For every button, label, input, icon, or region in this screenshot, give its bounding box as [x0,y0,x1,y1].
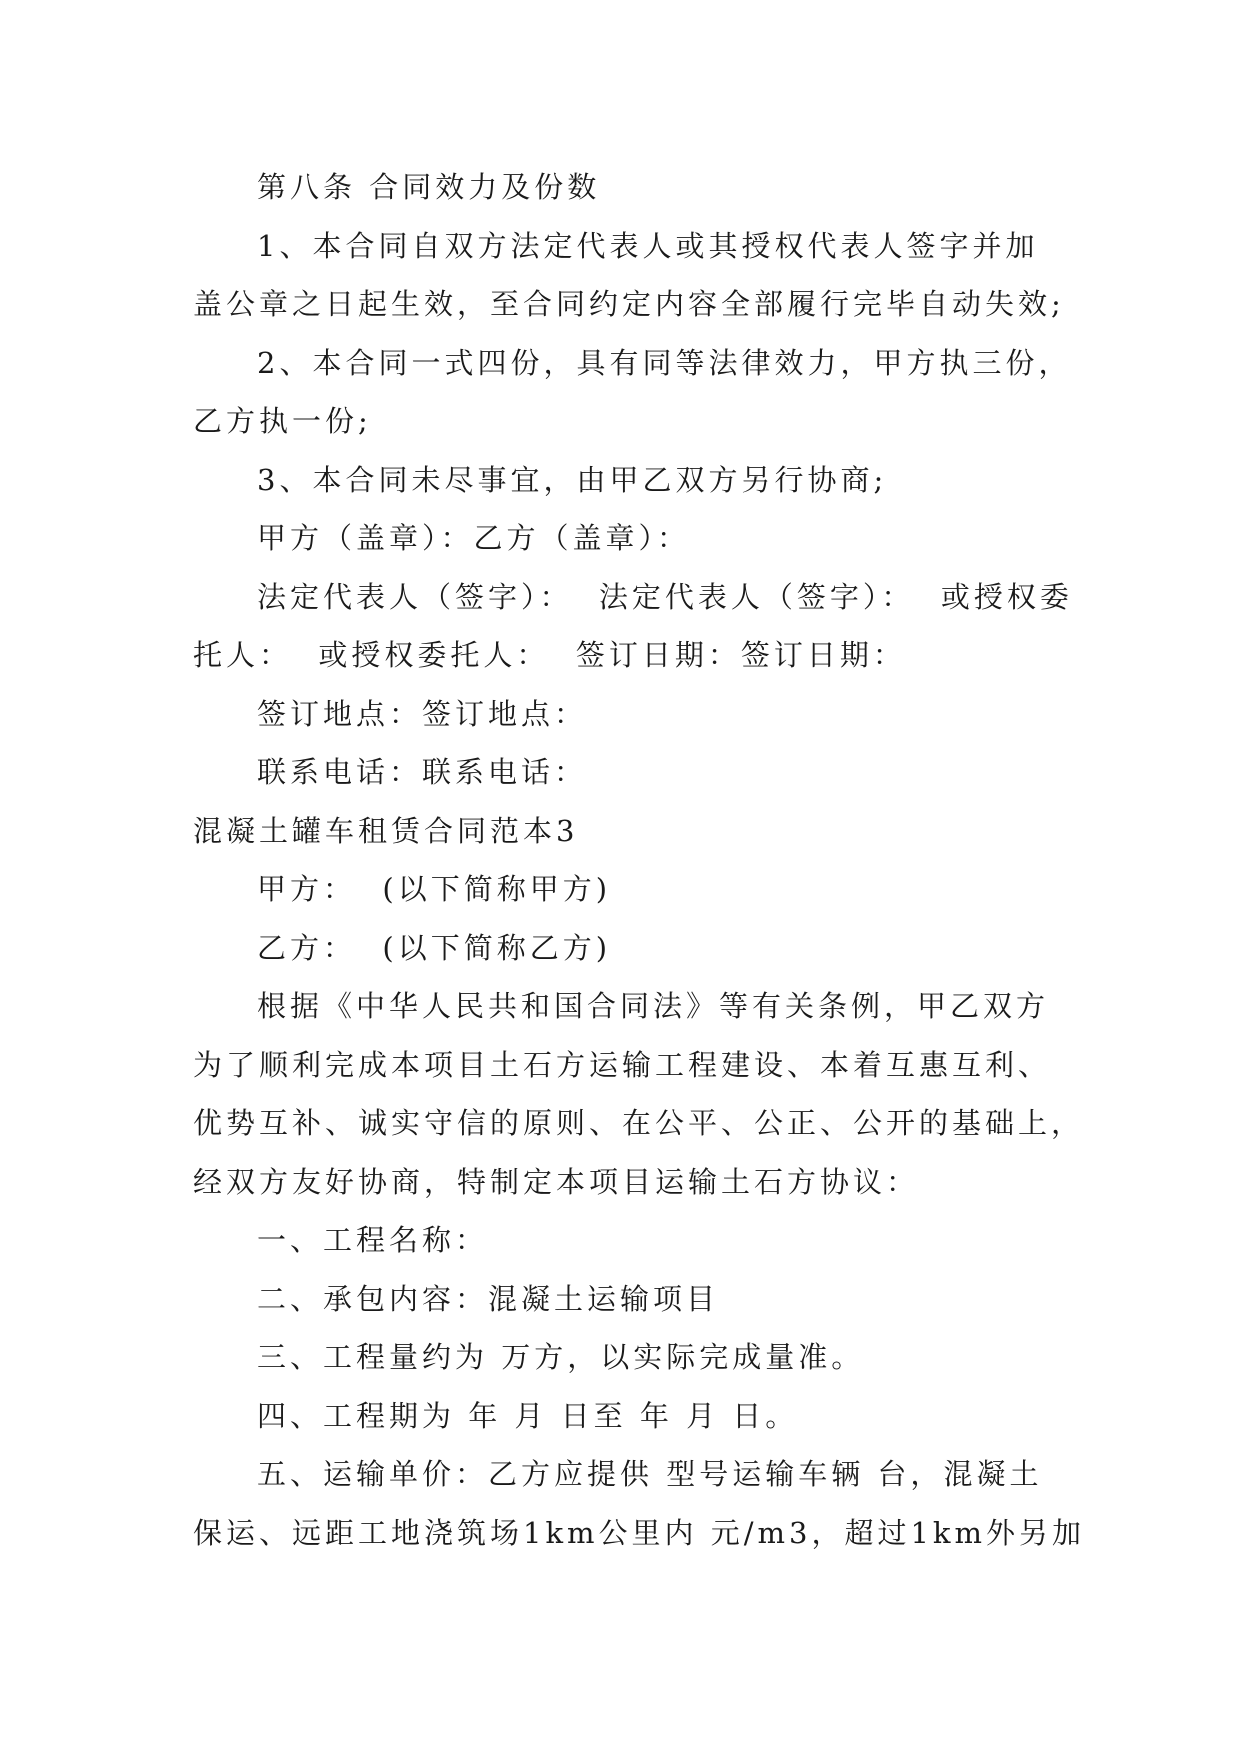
signing-place-line: 签订地点：签订地点： [257,696,588,731]
paragraph-line: 乙方执一份; [193,404,372,438]
party-b-line: 乙方： (以下简称乙方) [257,930,612,965]
clause-line: 五、运输单价：乙方应提供 型号运输车辆 台，混凝土 [257,1457,1043,1491]
signature-line: 托人： 或授权委托人： 签订日期：签订日期： [193,638,906,672]
contact-phone-line: 联系电话：联系电话： [257,755,588,789]
clause-line: 三、工程量约为 万方，以实际完成量准。 [257,1340,865,1374]
party-a-line: 甲方： (以下简称甲方) [257,872,612,906]
paragraph-line: 为了顺利完成本项目土石方运输工程建设、本着互惠互利、 [193,1047,1052,1082]
paragraph-line: 2、本合同一式四份，具有同等法律效力，甲方执三份， [257,345,1072,380]
paragraph-line: 3、本合同未尽事宜，由甲乙双方另行协商; [257,462,888,497]
clause-line: 二、承包内容：混凝土运输项目 [257,1281,720,1316]
clause-line: 一、工程名称： [257,1223,489,1257]
article-8-heading: 第八条 合同效力及份数 [257,170,601,204]
paragraph-line: 1、本合同自双方法定代表人或其授权代表人签字并加 [257,228,1039,263]
document-body [193,158,1085,1562]
clause-line: 四、工程期为 年 月 日至 年 月 日。 [257,1398,799,1433]
paragraph-line: 优势互补、诚实守信的原则、在公平、公正、公开的基础上， [193,1106,1085,1140]
seal-line: 甲方（盖章）：乙方（盖章）： [257,521,691,555]
signature-line: 法定代表人（签字）： 法定代表人（签字）： 或授权委 [257,579,1073,614]
paragraph-line: 根据《中华人民共和国合同法》等有关条例，甲乙双方 [257,989,1050,1023]
paragraph-line: 经双方友好协商，特制定本项目运输土石方协议： [193,1164,920,1199]
clause-line: 保运、远距工地浇筑场1km公里内 元/m3，超过1km外另加 [193,1515,1085,1550]
paragraph-line: 盖公章之日起生效，至合同约定内容全部履行完毕自动失效; [193,287,1065,321]
section-title: 混凝土罐车租赁合同范本3 [193,813,579,848]
